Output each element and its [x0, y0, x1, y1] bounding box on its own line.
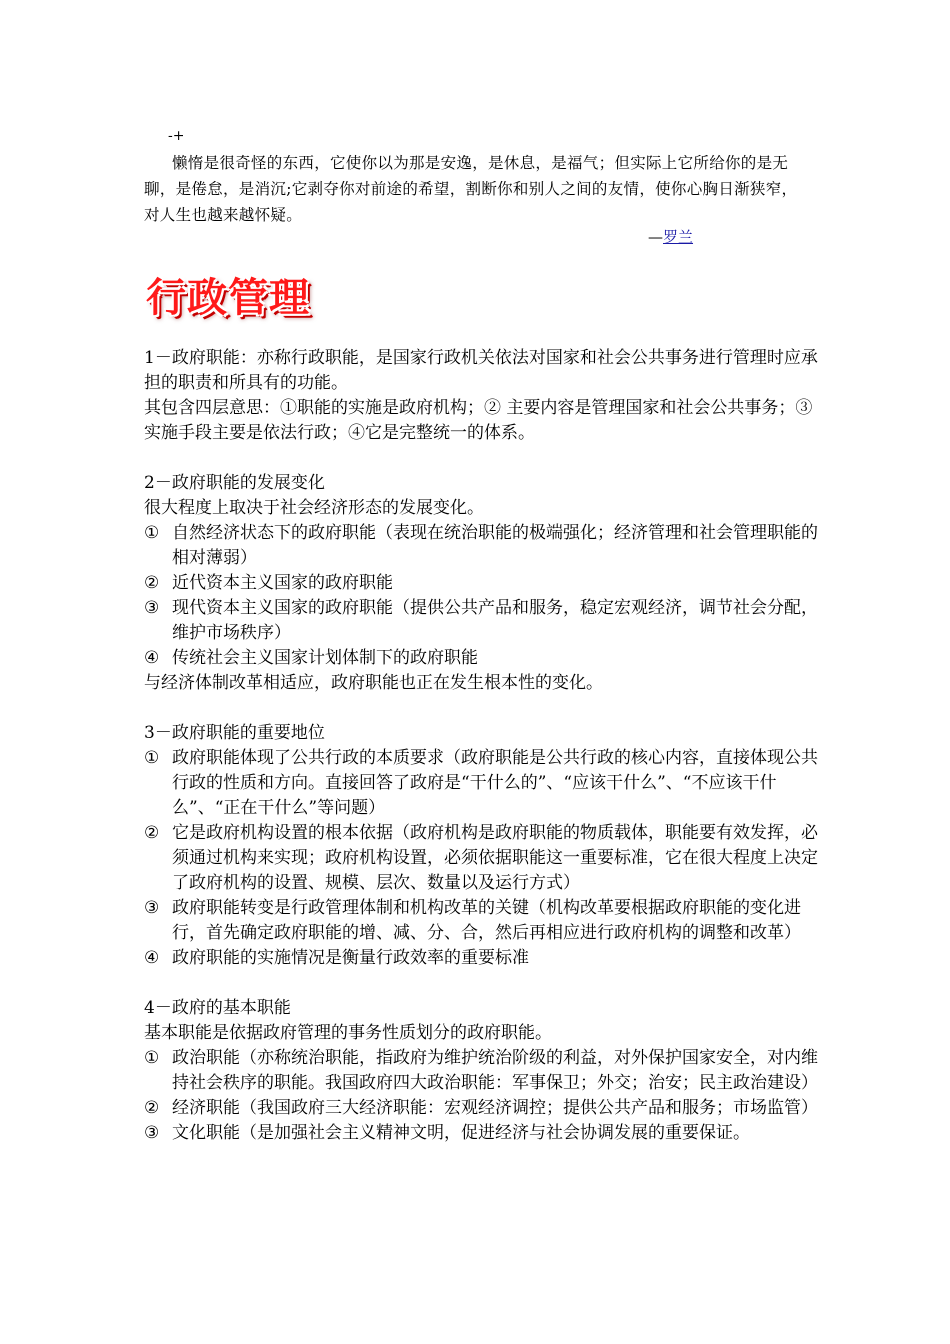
list-item-number: ④ [144, 948, 160, 968]
list-item-text: 近代资本主义国家的政府职能 [172, 573, 393, 593]
list-item-text: 政府职能体现了公共行政的本质要求（政府职能是公共行政的核心内容，直接体现公共行政的性质和方向。直接回答了政府是“干什么的”、“应该干什么”、“不应该干什么”、“正在干什么”等问题） [172, 748, 818, 818]
document-body [144, 346, 820, 1171]
list-item-number: ① [144, 748, 160, 768]
header-mark: -+ [168, 128, 185, 144]
list-item-number: ③ [144, 1123, 160, 1143]
list-item-number: ③ [144, 598, 160, 618]
section-heading: 1－政府职能：亦称行政职能，是国家行政机关依法对国家和社会公共事务进行管理时应承担的职责和所具有的功能。 [144, 348, 818, 393]
list-item [144, 746, 820, 821]
list-item [144, 1096, 820, 1121]
list-item-text: 政府职能的实施情况是衡量行政效率的重要标准 [172, 948, 529, 968]
list-item [144, 821, 820, 896]
list-item-text: 政治职能（亦称统治职能，指政府为维护统治阶级的利益，对外保护国家安全，对内维持社会秩序的职能。我国政府四大政治职能：军事保卫；外交；治安；民主政治建设） [172, 1048, 818, 1093]
list-item-text: 它是政府机构设置的根本依据（政府机构是政府职能的物质载体，职能要有效发挥，必须通过机构来实现；政府机构设置，必须依据职能这一重要标准，它在很大程度上决定了政府机构的设置、规模、层次、数量以及运行方式） [172, 823, 818, 893]
list-item [144, 1046, 820, 1096]
list-item-text: 政府职能转变是行政管理体制和机构改革的关键（机构改革要根据政府职能的变化进行，首先确定政府职能的增、减、分、合，然后再相应进行政府机构的调整和改革） [172, 898, 801, 943]
page-title: 行政管理 [146, 275, 310, 321]
list-item [144, 521, 820, 571]
author-link[interactable]: 罗兰 [663, 228, 694, 246]
list-item [144, 596, 820, 646]
quote-author [648, 226, 693, 247]
section-text: 很大程度上取决于社会经济形态的发展变化。 [144, 498, 484, 518]
section-text: 其包含四层意思：①职能的实施是政府机构；② 主要内容是管理国家和社会公共事务；③实施手段主要是依法行政；④它是完整统一的体系。 [144, 398, 813, 443]
section-text: 基本职能是依据政府管理的事务性质划分的政府职能。 [144, 1023, 552, 1043]
section-2 [144, 471, 820, 696]
list-item-number: ① [144, 523, 160, 543]
section-heading: 3－政府职能的重要地位 [144, 723, 325, 743]
list-item-number: ④ [144, 648, 160, 668]
list-item-text: 现代资本主义国家的政府职能（提供公共产品和服务，稳定宏观经济，调节社会分配，维护市场秩序） [172, 598, 818, 643]
list-item-text: 传统社会主义国家计划体制下的政府职能 [172, 648, 478, 668]
list-item-number: ① [144, 1048, 160, 1068]
numbered-list [144, 746, 820, 971]
section-conclusion: 与经济体制改革相适应，政府职能也正在发生根本性的变化。 [144, 673, 603, 693]
section-1 [144, 346, 820, 446]
list-item [144, 946, 820, 971]
list-item-text: 文化职能（是加强社会主义精神文明，促进经济与社会协调发展的重要保证。 [172, 1123, 750, 1143]
section-heading: 2－政府职能的发展变化 [144, 473, 325, 493]
list-item-number: ③ [144, 898, 160, 918]
list-item-number: ② [144, 823, 160, 843]
numbered-list [144, 1046, 820, 1146]
numbered-list [144, 521, 820, 671]
list-item [144, 896, 820, 946]
list-item-number: ② [144, 1098, 160, 1118]
quote-text: 懒惰是很奇怪的东西，它使你以为那是安逸，是休息，是福气；但实际上它所给你的是无聊，是倦怠，是消沉;它剥夺你对前途的希望，割断你和别人之间的友情，使你心胸日渐狭窄，对人生也越来越怀疑。 [144, 154, 798, 224]
author-dash: — [648, 228, 663, 246]
list-item-number: ② [144, 573, 160, 593]
quote-block [144, 150, 808, 228]
list-item-text: 经济职能（我国政府三大经济职能：宏观经济调控；提供公共产品和服务；市场监管） [172, 1098, 818, 1118]
section-4 [144, 996, 820, 1146]
list-item [144, 571, 820, 596]
section-3 [144, 721, 820, 971]
section-heading: 4－政府的基本职能 [144, 998, 291, 1018]
list-item [144, 1121, 820, 1146]
list-item [144, 646, 820, 671]
list-item-text: 自然经济状态下的政府职能（表现在统治职能的极端强化；经济管理和社会管理职能的相对薄弱） [172, 523, 818, 568]
